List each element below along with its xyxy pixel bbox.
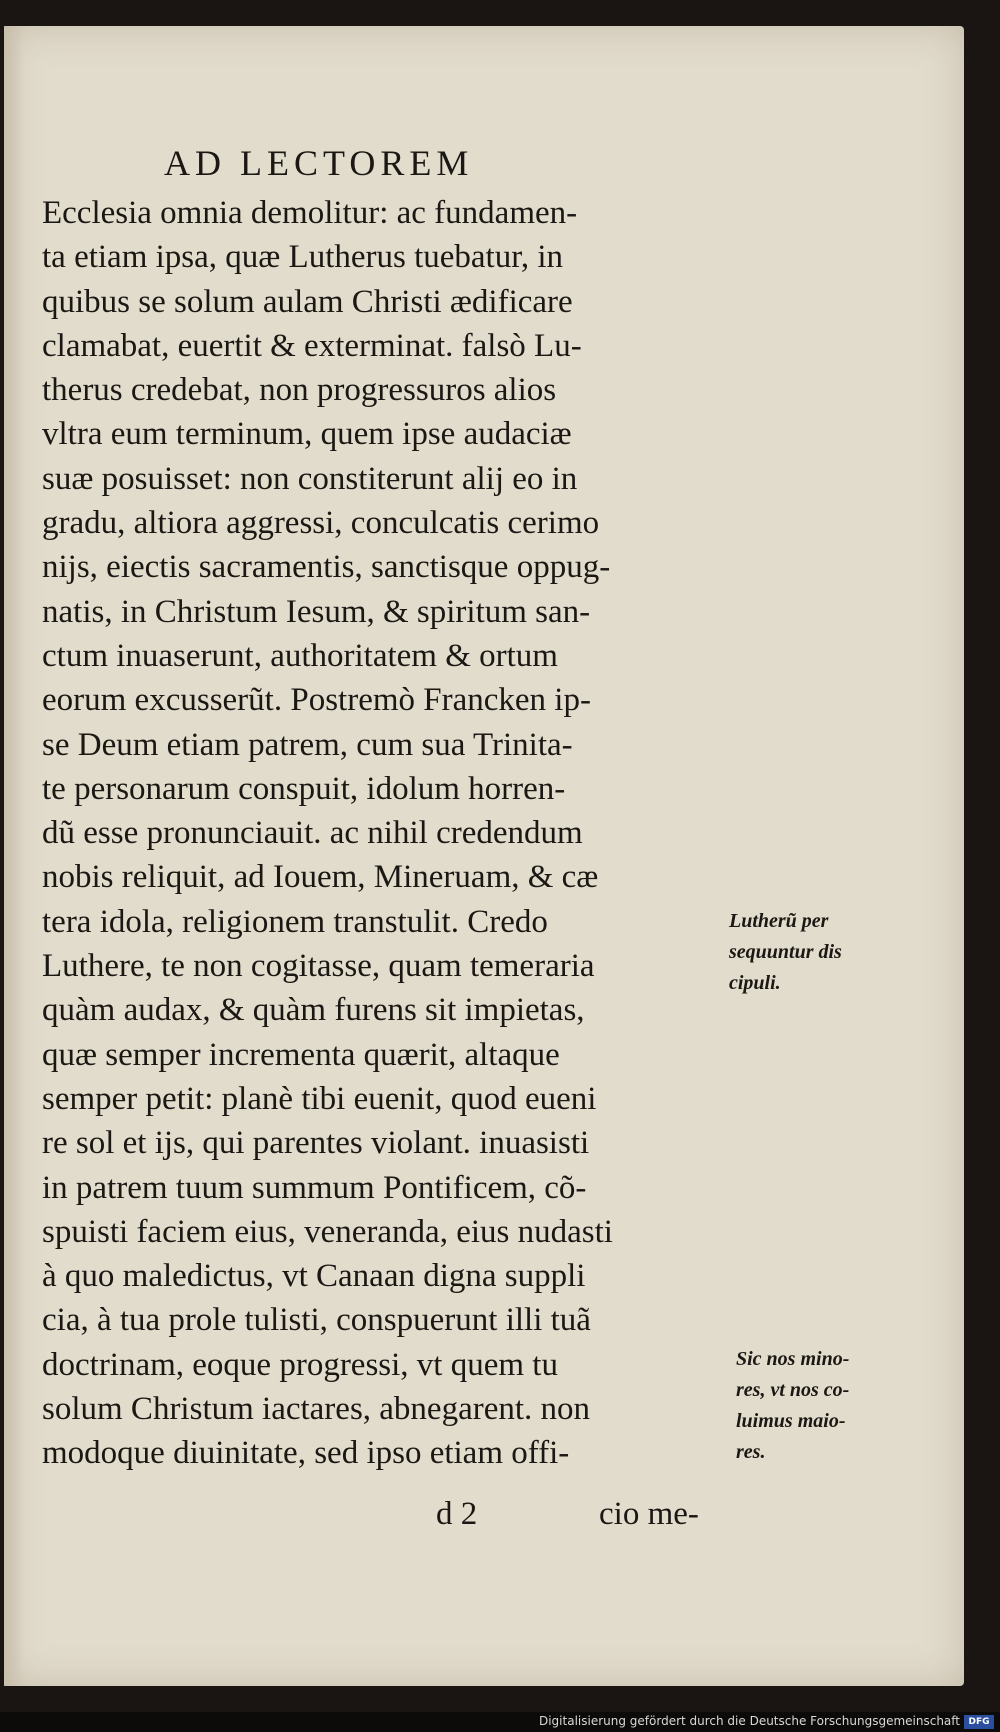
text-line: vltra eum terminum, quem ipse audaciæ (42, 416, 572, 453)
marginal-line: Sic nos mino- (736, 1348, 850, 1370)
text-line: suæ posuisset: non constiterunt alij eo in (42, 460, 578, 497)
marginal-line: res. (736, 1441, 766, 1463)
marginal-line: luimus maio- (736, 1410, 846, 1432)
text-line: à quo maledictus, vt Canaan digna suppli (42, 1258, 586, 1295)
marginal-line: res, vt nos co- (736, 1379, 850, 1401)
text-line: gradu, altiora aggressi, conculcatis cerimo (42, 505, 600, 542)
text-line: nobis reliquit, ad Iouem, Mineruam, & cæ (42, 859, 599, 896)
text-line: te personarum conspuit, idolum horren- (42, 770, 566, 807)
text-line: clamabat, euertit & exterminat. falsò Lu- (42, 327, 582, 364)
text-line: nijs, eiectis sacramentis, sanctisque oppug- (42, 549, 611, 586)
text-line: semper petit: planè tibi euenit, quod eueni (42, 1080, 597, 1117)
text-line: therus credebat, non progressuros alios (42, 372, 557, 409)
marginal-note (729, 906, 842, 999)
text-line: solum Christum iactares, abnegarent. non (42, 1391, 591, 1428)
text-line: re sol et ijs, qui parentes violant. inuasisti (42, 1125, 590, 1162)
dfg-logo-icon: DFG (964, 1715, 994, 1729)
body-text (42, 191, 732, 1476)
text-line: se Deum etiam patrem, cum sua Trinita- (42, 726, 573, 763)
text-line: modoque diuinitate, sed ipso etiam offi- (42, 1435, 570, 1472)
text-line: quàm audax, & quàm furens sit impietas, (42, 992, 585, 1029)
digitization-credit-bar (0, 1712, 1000, 1732)
running-head: AD LECTOREM (164, 143, 474, 183)
signature-mark: d 2 (436, 1496, 478, 1532)
text-line: ctum inuaserunt, authoritatem & ortum (42, 637, 558, 674)
text-line: dũ esse pronunciauit. ac nihil credendum (42, 815, 583, 852)
page-footer (4, 1496, 964, 1540)
marginal-note (736, 1344, 849, 1468)
text-line: quibus se solum aulam Christi ædificare (42, 283, 573, 320)
marginal-line: Lutherũ per (729, 910, 829, 932)
text-line: ta etiam ipsa, quæ Lutherus tuebatur, in (42, 239, 564, 276)
digitization-credit: Digitalisierung gefördert durch die Deutsche Forschungsgemeinschaft (538, 1714, 960, 1728)
text-line: spuisti faciem eius, veneranda, eius nudasti (42, 1213, 613, 1250)
text-line: Ecclesia omnia demolitur: ac fundamen- (42, 195, 578, 231)
text-line: in patrem tuum summum Pontificem, cõ- (42, 1169, 587, 1206)
catchword: cio me- (599, 1496, 699, 1532)
text-line: doctrinam, eoque progressi, vt quem tu (42, 1346, 558, 1383)
text-line: eorum excusserũt. Postremò Francken ip- (42, 682, 591, 719)
text-line: natis, in Christum Iesum, & spiritum san- (42, 593, 591, 630)
text-line: quæ semper incrementa quærit, altaque (42, 1036, 560, 1073)
text-line: tera idola, religionem transtulit. Credo (42, 903, 548, 940)
book-page (4, 26, 964, 1686)
marginal-line: cipuli. (729, 972, 781, 994)
text-line: Luthere, te non cogitasse, quam temeraria (42, 948, 595, 985)
marginal-line: sequuntur dis (729, 941, 842, 963)
text-line: cia, à tua prole tulisti, conspuerunt illi tuã (42, 1302, 591, 1339)
